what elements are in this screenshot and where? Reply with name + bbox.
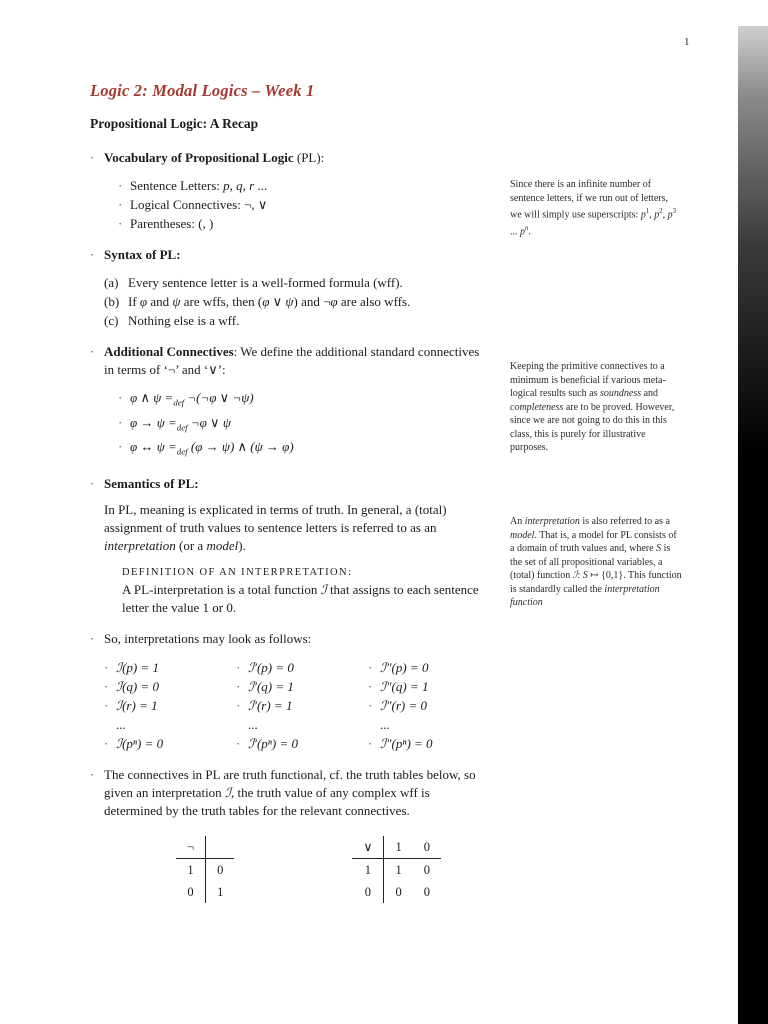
table-cell: 1	[352, 858, 384, 881]
main-text-column	[90, 82, 490, 903]
table-cell: 0	[176, 881, 206, 903]
interpretation-row	[236, 677, 368, 696]
bullet-marker: ·	[118, 439, 123, 455]
interpretation-row	[236, 658, 368, 677]
sidenote-superscripts: Since there is an infinite number of sentence letters, if we run out of letters, we will simply use superscripts: $p^1$, $p^2$, $p^3$ ... $p^n$.	[510, 179, 677, 238]
interpretation-row	[104, 677, 236, 696]
interpretation-value: ℐ′(p) = 0	[248, 659, 294, 675]
vocabulary-list	[118, 176, 490, 233]
definition-caption: DEFINITION OF AN INTERPRETATION:	[122, 566, 353, 578]
interpretation-value: ℐ′(pⁿ) = 0	[248, 735, 298, 751]
interpretations-intro: So, interpretations may look as follows:	[104, 630, 312, 646]
bullet-marker: ·	[236, 659, 241, 675]
ellipsis: ...	[380, 716, 390, 732]
bullet-spacer	[236, 715, 248, 734]
bullet-marker: ·	[104, 697, 109, 713]
truth-tables	[176, 836, 490, 903]
interpretation-value: ℐ(q) = 0	[116, 678, 160, 694]
bullet-marker: ·	[368, 735, 373, 751]
additional-heading-bold: Additional Connectives	[104, 344, 234, 359]
bullet-marker: ·	[118, 197, 123, 212]
sidenote-primitive-connectives: Keeping the primitive connectives to a minimum is beneficial if various meta-logical results such as soundness and completeness are to be proved. However, since we are not going to do this in this class, this is purely for illustrative purposes.	[510, 361, 675, 453]
semantics-heading-bold: Semantics of PL:	[104, 475, 199, 491]
interpretation-row	[236, 734, 368, 753]
interpretations-grid	[104, 658, 490, 753]
interpretation-row	[368, 715, 433, 734]
table-cell: 0	[352, 881, 384, 903]
interpretation-definition-box	[122, 565, 490, 617]
bullet-marker: ·	[90, 475, 95, 491]
syntax-clause	[104, 273, 490, 292]
bullet-marker: ·	[236, 697, 241, 713]
definition-item	[118, 437, 490, 462]
truth-functional-block	[90, 766, 490, 820]
table-cell: 1	[217, 884, 224, 899]
additional-heading	[104, 343, 490, 379]
conjunction-definition: φ ∧ $\psi =_{def}$ ¬(¬φ ∨ ¬ψ)	[130, 390, 254, 408]
vocabulary-block	[90, 149, 490, 233]
interpretation-value: ℐ(pⁿ) = 0	[116, 735, 164, 751]
vocabulary-item-sentence-letters: Sentence Letters: p, q, r ...	[130, 178, 268, 193]
vocabulary-item-parentheses: Parentheses: (, )	[130, 216, 214, 231]
bullet-spacer	[368, 715, 380, 734]
definition-body: A PL-interpretation is a total function ℐ that assigns to each sentence letter the value 1 or 0.	[122, 581, 479, 615]
table-cell: 1	[395, 862, 402, 877]
table-cell: ∨	[352, 836, 384, 859]
interpretation-row	[236, 696, 368, 715]
conditional-definition: $\varphi \to \psi =_{def}$ ¬φ ∨ ψ	[130, 414, 231, 433]
semantics-heading	[104, 475, 490, 493]
table-cell: ¬	[176, 836, 206, 859]
bullet-marker: ·	[368, 659, 373, 675]
bullet-marker: ·	[118, 178, 123, 193]
bullet-marker: ·	[236, 678, 241, 694]
clause-text: Every sentence letter is a well-formed formula (wff).	[128, 275, 403, 290]
table-cell: 1	[384, 836, 413, 859]
page-number: 1	[684, 36, 690, 48]
vocabulary-heading-bold: Vocabulary of Propositional Logic	[104, 150, 294, 165]
bullet-marker: ·	[90, 247, 95, 262]
bullet-marker: ·	[90, 344, 95, 359]
interpretation-value: ℐ″(r) = 0	[380, 697, 428, 713]
interpretation-value: ℐ(p) = 1	[116, 659, 160, 675]
interpretation-value: ℐ(r) = 1	[116, 697, 158, 713]
interpretation-value: ℐ″(pⁿ) = 0	[380, 735, 433, 751]
truth-functional-paragraph: The connectives in PL are truth functional, cf. the truth tables below, so given an interpretation ℐ, the truth value of any complex wff is determined by the truth tables for the relevant connectives.	[104, 766, 476, 818]
bullet-marker: ·	[90, 150, 95, 165]
bullet-marker: ·	[90, 766, 95, 782]
disjunction-truth-table	[352, 836, 441, 903]
clause-label: (c)	[104, 313, 119, 328]
interpretation-row	[104, 696, 236, 715]
definition-item	[118, 388, 490, 413]
interpretation-value: ℐ″(q) = 1	[380, 678, 429, 694]
interpretation-column-1	[104, 658, 236, 753]
syntax-clause	[104, 311, 490, 330]
list-item	[118, 195, 490, 214]
vocabulary-heading	[104, 149, 490, 167]
vocabulary-heading-rest: (PL):	[293, 150, 325, 165]
page-edge-shadow	[738, 26, 768, 1024]
table-cell: 0	[217, 862, 224, 877]
interpretation-column-3	[368, 658, 433, 753]
bullet-marker: ·	[118, 414, 123, 430]
interpretation-row	[104, 715, 236, 734]
syntax-heading	[104, 246, 490, 264]
table-cell: 0	[413, 836, 441, 859]
semantics-paragraph: In PL, meaning is explicated in terms of truth. In general, a (total) assignment of truth values to sentence letters is referred to as an interpretation (or a model).	[104, 501, 447, 553]
negation-truth-table	[176, 836, 234, 903]
interpretation-value: ℐ″(p) = 0	[380, 659, 429, 675]
semantics-block	[90, 475, 490, 617]
interpretation-row	[104, 658, 236, 677]
connective-definition-list	[118, 388, 490, 462]
interpretation-row	[236, 715, 368, 734]
ellipsis: ...	[248, 716, 258, 732]
interpretation-row	[368, 734, 433, 753]
bullet-marker: ·	[118, 390, 123, 405]
table-cell: 1	[176, 858, 206, 881]
interpretations-block	[90, 630, 490, 753]
table-cell: 0	[423, 884, 430, 899]
ellipsis: ...	[116, 716, 126, 732]
bullet-marker: ·	[368, 678, 373, 694]
clause-text: If φ and ψ are wffs, then (φ ∨ ψ) and ¬φ are also wffs.	[128, 294, 411, 309]
syntax-heading-bold: Syntax of PL:	[104, 247, 181, 262]
interpretation-column-2	[236, 658, 368, 753]
syntax-clause	[104, 292, 490, 311]
interpretation-row	[368, 658, 433, 677]
interpretation-row	[104, 734, 236, 753]
bullet-marker: ·	[104, 678, 109, 694]
interpretation-row	[368, 696, 433, 715]
syntax-clause-list	[104, 273, 490, 330]
bullet-marker: ·	[104, 659, 109, 675]
bullet-marker: ·	[236, 735, 241, 751]
bullet-marker: ·	[90, 630, 95, 646]
bullet-spacer	[104, 715, 116, 734]
interpretation-row	[368, 677, 433, 696]
list-item	[118, 214, 490, 233]
definition-item	[118, 413, 490, 438]
clause-label: (a)	[104, 275, 119, 290]
interpretation-value: ℐ′(r) = 1	[248, 697, 293, 713]
syntax-block	[90, 246, 490, 330]
additional-connectives-block	[90, 343, 490, 462]
table-cell: 0	[395, 884, 402, 899]
vocabulary-item-logical-connectives: Logical Connectives: ¬, ∨	[130, 197, 268, 212]
bullet-marker: ·	[368, 697, 373, 713]
document-title: Logic 2: Modal Logics – Week 1	[90, 81, 315, 100]
table-cell: 0	[423, 862, 430, 877]
bullet-marker: ·	[104, 735, 109, 751]
clause-text: Nothing else is a wff.	[128, 313, 240, 328]
list-item	[118, 176, 490, 195]
sidenote-interpretation-model: An interpretation is also referred to as a model. That is, a model for PL consists of a domain of truth values and, where S is the set of all propositional variables, a (total) function ℐ: S ↦ {0,1}. This function is standardly called the interpretation function	[510, 516, 682, 608]
clause-label: (b)	[104, 294, 120, 309]
section-heading: Propositional Logic: A Recap	[90, 116, 259, 131]
interpretation-value: ℐ′(q) = 1	[248, 678, 294, 694]
bullet-marker: ·	[118, 216, 123, 231]
biconditional-definition: φ ↔ $\psi =_{def}$ (φ → ψ) ∧ (ψ → φ)	[130, 439, 294, 457]
table-cell	[206, 836, 235, 859]
additional-heading-rest: : We define the additional standard connectives in terms of ‘¬’ and ‘∨’:	[104, 344, 480, 377]
